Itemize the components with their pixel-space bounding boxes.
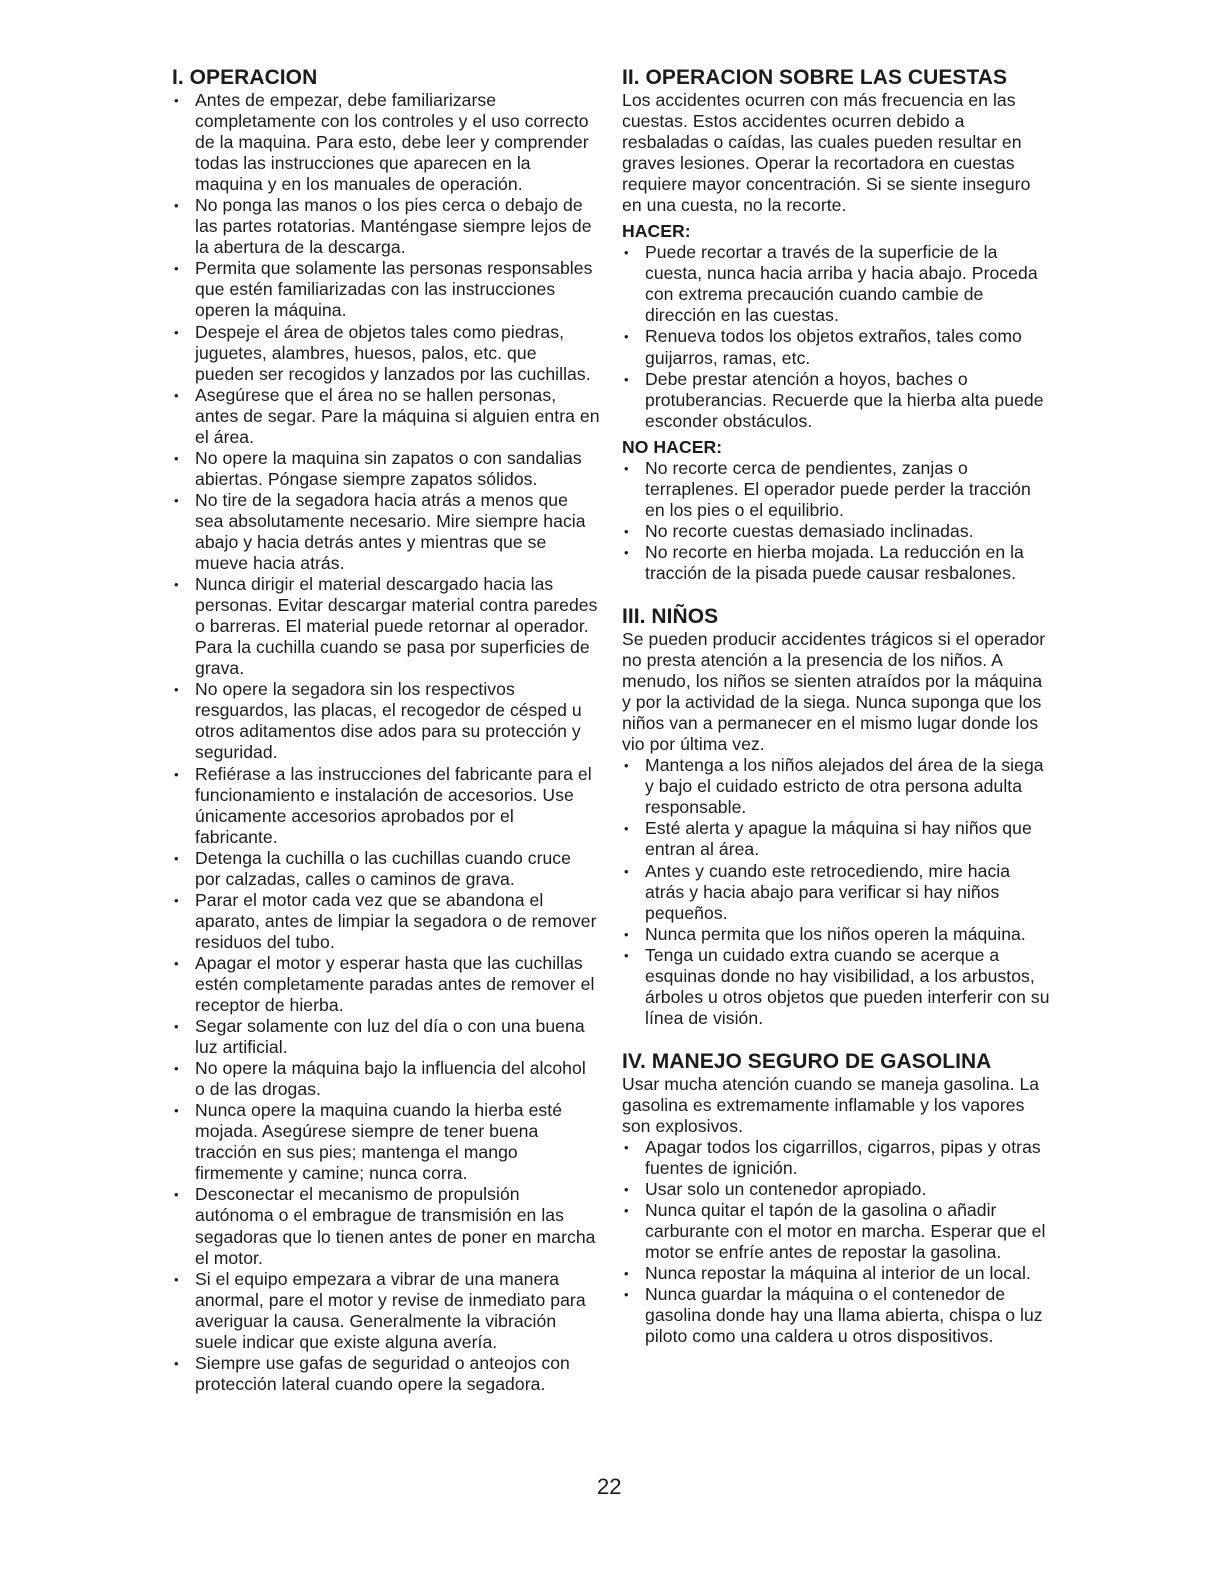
list-item xyxy=(172,90,600,195)
list-item xyxy=(172,490,600,574)
bullet-icon: • xyxy=(624,1140,629,1156)
list-item-text: Mantenga a los niños alejados del área de la siega y bajo el cuidado estricto de otra persona adulta responsable. xyxy=(645,755,1044,818)
bullet-icon: • xyxy=(174,450,179,466)
list-item-text: Siempre use gafas de seguridad o anteojos con protección lateral cuando opere la segadora. xyxy=(195,1352,570,1394)
section-spacer xyxy=(622,1029,1052,1050)
list-item-text: Nunca quitar el tapón de la gasolina o añadir carburante con el motor en marcha. Esperar que el motor se enfríe antes de repostar la gasolina. xyxy=(645,1200,1046,1263)
list-item-text: Antes y cuando este retrocediendo, mire hacia atrás y hacia abajo para verificar si hay niños pequeños. xyxy=(645,860,1011,923)
section-title-gasolina: IV. MANEJO SEGURO DE GASOLINA xyxy=(622,1049,992,1073)
left-column xyxy=(172,66,600,1395)
bullet-icon: • xyxy=(624,947,629,963)
bullet-icon: • xyxy=(624,758,629,774)
list-item xyxy=(172,448,600,490)
gasolina-intro: Usar mucha atención cuando se maneja gasolina. La gasolina es extremamente inflamable y los vapores son explosivos. xyxy=(622,1073,1040,1136)
list-item xyxy=(172,385,600,448)
list-item-text: Nunca guardar la máquina o el contenedor de gasolina donde hay una llama abierta, chispa o luz piloto como una caldera u otros dispositivos. xyxy=(645,1284,1043,1347)
right-column xyxy=(622,66,1052,1347)
page-number: 22 xyxy=(597,1474,622,1499)
list-item xyxy=(172,1184,600,1268)
bullet-icon: • xyxy=(174,1061,179,1077)
list-item-text: Antes de empezar, debe familiarizarse completamente con los controles y el uso correcto de la maquina. Para esto, debe leer y comprender todas las instrucciones que aparecen en la maquina y en los manuales de operación. xyxy=(195,90,589,195)
list-item xyxy=(172,574,600,679)
list-item xyxy=(622,242,1052,326)
bullet-icon: • xyxy=(624,926,629,942)
bullet-icon: • xyxy=(624,460,629,476)
cuestas-intro: Los accidentes ocurren con más frecuencia en las cuestas. Estos accidentes ocurren debido a resbaladas o caídas, las cuales pueden resultar en graves lesiones. Operar la recortadora en cuestas requiere mayor concentración. Si se siente inseguro en una cuesta, no la recorte. xyxy=(622,90,1031,216)
list-item-text: Asegúrese que el área no se hallen personas, antes de segar. Pare la máquina si alguien entra en el área. xyxy=(195,384,600,447)
list-item xyxy=(622,818,1052,860)
list-item-text: No tire de la segadora hacia atrás a menos que sea absolutamente necesario. Mire siempre hacia abajo y hacia detrás antes y mientras que se mueve hacia atrás. xyxy=(195,489,586,574)
list-item-text: Nunca repostar la máquina al interior de un local. xyxy=(645,1263,1031,1284)
no-hacer-list xyxy=(622,458,1052,584)
ninos-list xyxy=(622,755,1052,1029)
bullet-icon: • xyxy=(624,544,629,560)
list-item xyxy=(622,458,1052,521)
bullet-icon: • xyxy=(624,863,629,879)
list-item-text: No recorte cuestas demasiado inclinadas. xyxy=(645,520,974,541)
bullet-icon: • xyxy=(174,1019,179,1035)
list-item xyxy=(622,326,1052,368)
bullet-icon: • xyxy=(174,892,179,908)
list-item xyxy=(622,542,1052,584)
list-item-text: Usar solo un contenedor apropiado. xyxy=(645,1179,927,1200)
list-item xyxy=(172,322,600,385)
bullet-icon: • xyxy=(624,1203,629,1219)
bullet-icon: • xyxy=(624,523,629,539)
bullet-icon: • xyxy=(174,198,179,214)
list-item xyxy=(172,1353,600,1395)
bullet-icon: • xyxy=(174,766,179,782)
list-item xyxy=(172,679,600,763)
bullet-icon: • xyxy=(624,329,629,345)
bullet-icon: • xyxy=(174,324,179,340)
list-item-text: Nunca dirigir el material descargado hacia las personas. Evitar descargar material contra paredes o barreras. El material puede retornar al operador. Para la cuchilla cuando se pasa por superficies de grava. xyxy=(195,574,598,679)
gasolina-list xyxy=(622,1137,1052,1347)
list-item-text: No opere la máquina bajo la influencia del alcohol o de las drogas. xyxy=(195,1058,586,1100)
no-hacer-heading: NO HACER: xyxy=(622,436,723,457)
list-item xyxy=(622,945,1052,1029)
list-item xyxy=(172,764,600,848)
bullet-icon: • xyxy=(174,1355,179,1371)
section-spacer xyxy=(622,584,1052,605)
hacer-list xyxy=(622,242,1052,431)
list-item xyxy=(622,1200,1052,1263)
list-item-text: Puede recortar a través de la superficie de la cuesta, nunca hacia arriba y hacia abajo. Proceda con extrema precaución cuando cambie de dirección en las cuestas. xyxy=(645,242,1038,326)
bullet-icon: • xyxy=(624,1182,629,1198)
bullet-icon: • xyxy=(174,387,179,403)
bullet-icon: • xyxy=(624,821,629,837)
list-item-text: Tenga un cuidado extra cuando se acerque a esquinas donde no hay visibilidad, a los arbustos, árboles u otros objetos que pueden interferir con su línea de visión. xyxy=(645,944,1050,1028)
list-item xyxy=(622,1284,1052,1347)
list-item xyxy=(172,1058,600,1100)
bullet-icon: • xyxy=(174,1271,179,1287)
list-item-text: No ponga las manos o los pies cerca o debajo de las partes rotatorias. Manténgase siempre lejos de la abertura de la descarga. xyxy=(195,195,592,258)
list-item xyxy=(172,1016,600,1058)
bullet-icon: • xyxy=(174,955,179,971)
list-item-text: Apagar todos los cigarrillos, cigarros, pipas y otras fuentes de ignición. xyxy=(645,1137,1041,1179)
bullet-icon: • xyxy=(624,1287,629,1303)
list-item xyxy=(622,924,1052,945)
bullet-icon: • xyxy=(174,850,179,866)
list-item xyxy=(172,890,600,953)
list-item-text: No recorte cerca de pendientes, zanjas o terraplenes. El operador puede perder la tracción en los pies o el equilibrio. xyxy=(645,457,1031,520)
bullet-icon: • xyxy=(174,93,179,108)
bullet-icon: • xyxy=(624,1266,629,1282)
hacer-heading: HACER: xyxy=(622,221,691,242)
list-item xyxy=(622,1179,1052,1200)
list-item-text: Despeje el área de objetos tales como piedras, juguetes, alambres, huesos, palos, etc. que pueden ser recogidos y lanzados por las cuchillas. xyxy=(195,321,591,384)
ninos-intro: Se pueden producir accidentes trágicos si el operador no presta atención a la presencia de los niños. A menudo, los niños se sienten atraídos por la máquina y por la actividad de la siega. Nunca suponga que los niños van a permanecer en el mismo lugar donde los vio por última vez. xyxy=(622,628,1046,755)
list-item xyxy=(622,1137,1052,1179)
list-item-text: Debe prestar atención a hoyos, baches o protuberancias. Recuerde que la hierba alta puede esconder obstáculos. xyxy=(645,368,1044,431)
list-item-text: Renueva todos los objetos extraños, tales como guijarros, ramas, etc. xyxy=(645,326,1022,368)
list-item xyxy=(172,1269,600,1353)
list-item xyxy=(172,258,600,321)
list-item xyxy=(172,1100,600,1184)
list-item xyxy=(622,755,1052,818)
bullet-icon: • xyxy=(174,261,179,277)
list-item-text: Nunca permita que los niños operen la máquina. xyxy=(645,923,1026,944)
bullet-icon: • xyxy=(174,1187,179,1203)
list-item-text: Parar el motor cada vez que se abandona el aparato, antes de limpiar la segadora o de remover residuos del tubo. xyxy=(195,889,597,952)
section-title-ninos: III. NIÑOS xyxy=(622,604,719,628)
section-title-operacion: I. OPERACION xyxy=(172,66,318,89)
list-item-text: Desconectar el mecanismo de propulsión autónoma o el embrague de transmisión en las segadoras que lo tienen antes de poner en marcha el motor. xyxy=(195,1184,596,1268)
bullet-icon: • xyxy=(174,682,179,698)
bullet-icon: • xyxy=(624,245,629,261)
list-item xyxy=(622,1263,1052,1284)
bullet-icon: • xyxy=(174,577,179,593)
list-item-text: Segar solamente con luz del día o con una buena luz artificial. xyxy=(195,1016,585,1058)
list-item-text: Nunca opere la maquina cuando la hierba esté mojada. Asegúrese siempre de tener buena tracción en sus pies; mantenga el mango firmemente y camine; nunca corra. xyxy=(195,1100,563,1184)
list-item xyxy=(622,369,1052,432)
section-title-cuestas: II. OPERACION SOBRE LAS CUESTAS xyxy=(622,66,1008,89)
list-item-text: Refiérase a las instrucciones del fabricante para el funcionamiento e instalación de accesorios. Use únicamente accesorios aprobados por el fabricante. xyxy=(195,763,592,847)
bullet-icon: • xyxy=(174,1103,179,1119)
list-item xyxy=(172,195,600,258)
list-item-text: Si el equipo empezara a vibrar de una manera anormal, pare el motor y revise de inmediato para averiguar la causa. Generalmente la vibración suele indicar que existe alguna avería. xyxy=(195,1268,586,1352)
list-item-text: Permita que solamente las personas responsables que estén familiarizadas con las instrucciones operen la máquina. xyxy=(195,258,593,321)
list-item-text: Detenga la cuchilla o las cuchillas cuando cruce por calzadas, calles o caminos de grava. xyxy=(195,847,571,889)
list-item xyxy=(172,848,600,890)
list-item xyxy=(622,521,1052,542)
list-item-text: Apagar el motor y esperar hasta que las cuchillas estén completamente paradas antes de remover el receptor de hierba. xyxy=(195,952,595,1016)
list-item-text: No opere la segadora sin los respectivos resguardos, las placas, el recogedor de césped u otros aditamentos dise ados para su protección y seguridad. xyxy=(195,679,582,763)
bullet-icon: • xyxy=(174,492,179,508)
list-item-text: No opere la maquina sin zapatos o con sandalias abiertas. Póngase siempre zapatos sólidos. xyxy=(195,447,582,489)
list-item-text: No recorte en hierba mojada. La reducción en la tracción de la pisada puede causar resbalones. xyxy=(645,541,1024,583)
list-item xyxy=(622,861,1052,924)
list-item xyxy=(172,953,600,1016)
bullet-icon: • xyxy=(624,371,629,387)
list-item-text: Esté alerta y apague la máquina si hay niños que entran al área. xyxy=(645,818,1032,860)
operacion-list xyxy=(172,90,600,1395)
